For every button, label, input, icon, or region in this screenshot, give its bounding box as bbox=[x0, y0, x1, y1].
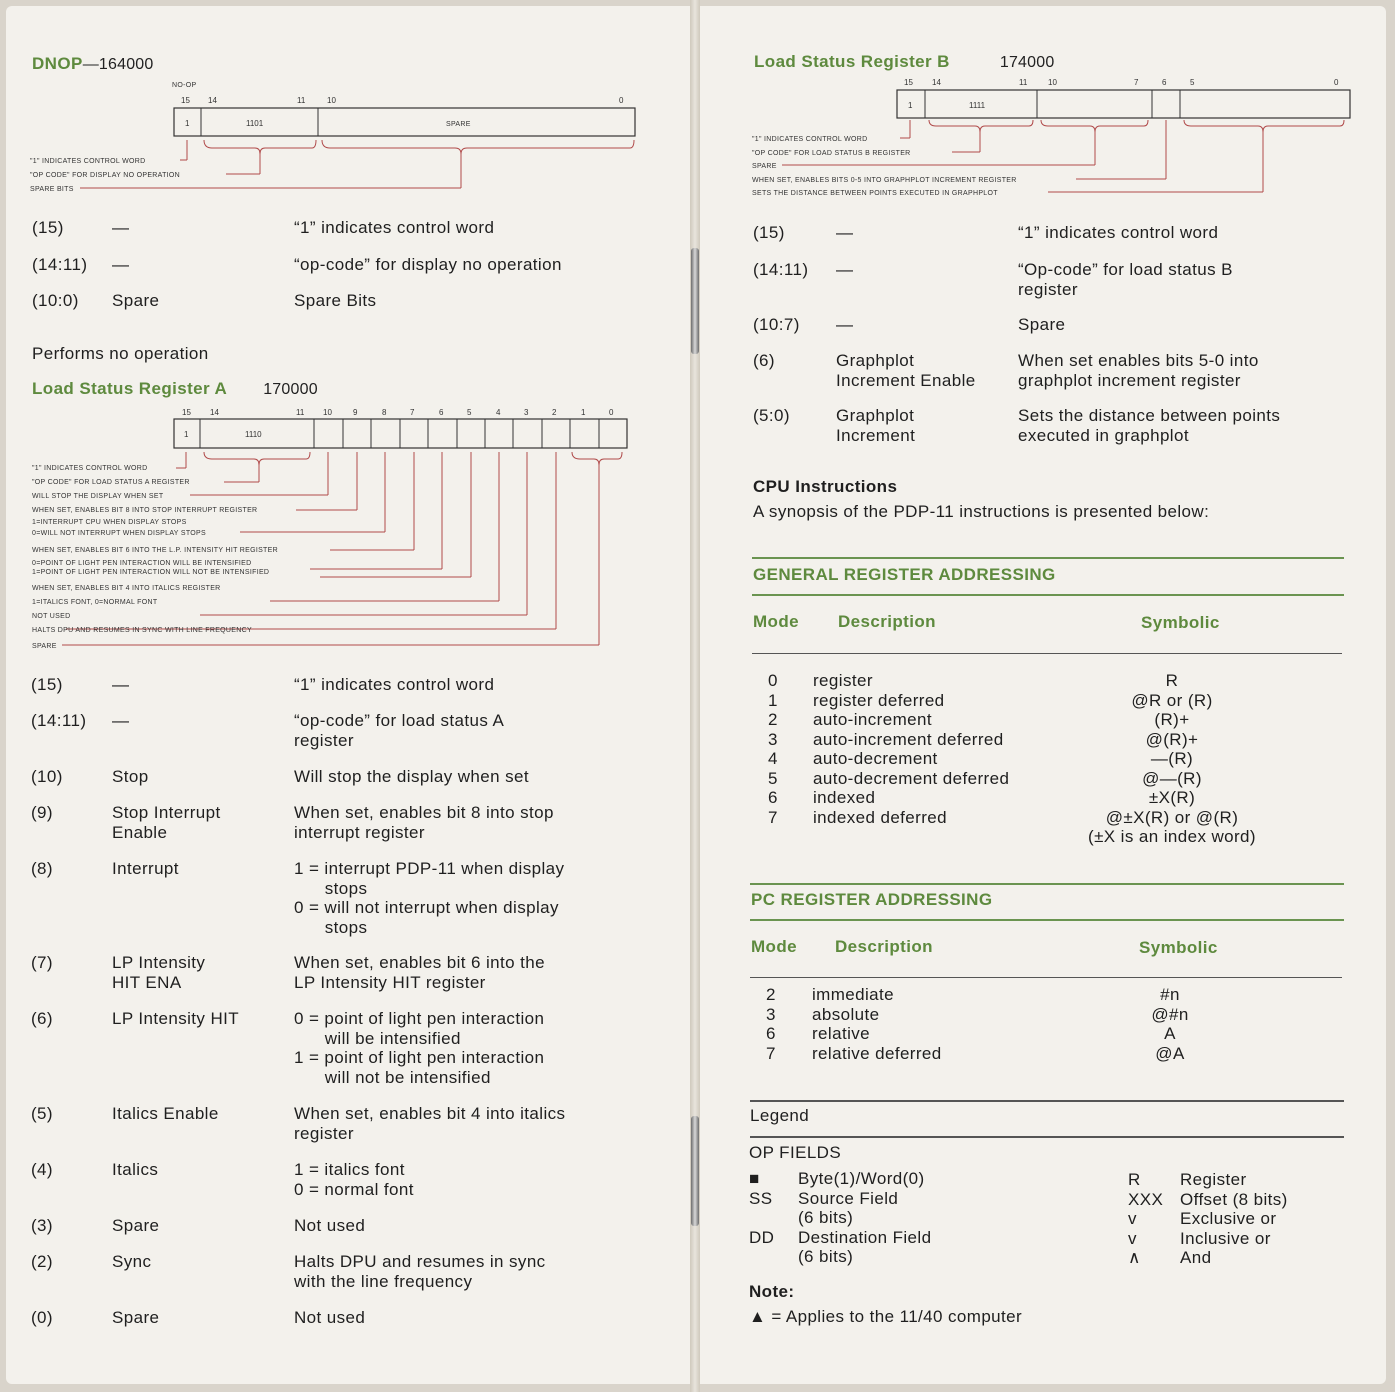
gra-descriptions: register register deferred auto-increment auto-increment deferred auto-decrement auto-decrement deferred indexed indexed deferred bbox=[813, 671, 1010, 827]
gra-mid-rule bbox=[752, 594, 1344, 596]
lsra-row-desc: When set, enables bit 6 into the LP Intensity HIT register bbox=[294, 953, 545, 992]
lsra-note: 1=POINT OF LIGHT PEN INTERACTION WILL NOT BE INTENSIFIED bbox=[32, 569, 270, 576]
lsrb-row-bit: (6) bbox=[753, 351, 775, 370]
lsra-note: SPARE bbox=[32, 643, 57, 650]
lsra-row-name: LP Intensity HIT ENA bbox=[112, 953, 206, 992]
lsra-note: 0=WILL NOT INTERRUPT WHEN DISPLAY STOPS bbox=[32, 530, 206, 537]
legend-left-keys: ■ SS DD bbox=[749, 1169, 775, 1247]
cpu-intro: A synopsis of the PDP-11 instructions is presented below: bbox=[753, 502, 1210, 521]
staple-bottom bbox=[691, 1116, 699, 1226]
lsra-row-bit: (10) bbox=[31, 767, 63, 786]
pca-top-rule bbox=[750, 883, 1344, 885]
lsrb-note-4: WHEN SET, ENABLES BITS 0-5 INTO GRAPHPLOT INCREMENT REGISTER bbox=[752, 177, 1017, 184]
lsra-bit-number: 4 bbox=[496, 408, 501, 417]
dnop-title: DNOP bbox=[32, 54, 83, 73]
lsrb-row-desc: Sets the distance between points executed in graphplot bbox=[1018, 406, 1281, 445]
lsra-row-bit: (6) bbox=[31, 1009, 53, 1028]
pca-modes: 2 3 6 7 bbox=[766, 985, 776, 1063]
dnop-row-bit: (15) bbox=[32, 218, 64, 237]
pca-symbolics: #n @#n A @A bbox=[1151, 985, 1189, 1063]
lsra-note: NOT USED bbox=[32, 613, 71, 620]
legend-right-keys: R XXX v v ∧ bbox=[1128, 1170, 1164, 1267]
lsra-bit-number: 7 bbox=[410, 408, 415, 417]
lsra-row-bit: (0) bbox=[31, 1308, 53, 1327]
lsrb-row-bit: (15) bbox=[753, 223, 785, 242]
lsra-note: WHEN SET, ENABLES BIT 8 INTO STOP INTERRUPT REGISTER bbox=[32, 507, 258, 514]
pca-col-sym: Symbolic bbox=[1139, 938, 1218, 957]
lsra-row-desc: “1” indicates control word bbox=[294, 675, 495, 694]
lsrb-heading bbox=[754, 52, 1054, 73]
lsrb-note-5: SETS THE DISTANCE BETWEEN POINTS EXECUTED IN GRAPHPLOT bbox=[752, 190, 998, 197]
lsra-row-desc: “op-code” for load status A register bbox=[294, 711, 505, 750]
lsra-note: "1" INDICATES CONTROL WORD bbox=[32, 465, 148, 472]
lsra-row-name: — bbox=[112, 675, 130, 694]
dnop-row-desc: “1” indicates control word bbox=[294, 218, 495, 237]
lsra-row-name: Sync bbox=[112, 1252, 152, 1271]
lsrb-row-desc: “Op-code” for load status B register bbox=[1018, 260, 1233, 299]
lsra-row-desc: Will stop the display when set bbox=[294, 767, 529, 786]
lsra-row-name: LP Intensity HIT bbox=[112, 1009, 240, 1028]
dnop-note-3: SPARE BITS bbox=[30, 186, 74, 193]
gra-symbolics: R @R or (R) (R)+ @(R)+ —(R) @—(R) ±X(R) @±X(R) or @(R) (±X is an index word) bbox=[1088, 671, 1256, 846]
dnop-row-bit: (10:0) bbox=[32, 291, 79, 310]
gra-col-mode: Mode bbox=[753, 612, 799, 631]
lsrb-diagram bbox=[740, 74, 1360, 202]
legend-op-fields: OP FIELDS bbox=[749, 1143, 842, 1162]
lsrb-bit-5: 5 bbox=[1190, 78, 1195, 87]
lsra-row-name: Spare bbox=[112, 1308, 160, 1327]
lsra-note: HALTS DPU AND RESUMES IN SYNC WITH LINE FREQUENCY bbox=[32, 627, 252, 634]
lsra-bit-number: 2 bbox=[552, 408, 557, 417]
pca-descriptions: immediate absolute relative relative deferred bbox=[812, 985, 942, 1063]
lsrb-bit-11: 11 bbox=[1019, 78, 1028, 87]
dnop-bit-11: 11 bbox=[297, 96, 306, 105]
gra-heading: GENERAL REGISTER ADDRESSING bbox=[753, 565, 1056, 584]
gra-header-rule bbox=[752, 653, 1342, 654]
lsra-row-name: Stop Interrupt Enable bbox=[112, 803, 221, 842]
lsra-bit-number: 6 bbox=[439, 408, 444, 417]
dnop-heading bbox=[32, 54, 154, 75]
lsra-bit-number: 14 bbox=[210, 408, 219, 417]
lsra-row-bit: (9) bbox=[31, 803, 53, 822]
lsra-field-opcode: 1110 bbox=[245, 430, 262, 439]
lsra-row-name: — bbox=[112, 711, 130, 730]
gra-top-rule bbox=[752, 557, 1344, 559]
lsra-row-desc: 1 = italics font 0 = normal font bbox=[294, 1160, 414, 1199]
lsra-bit-number: 10 bbox=[323, 408, 332, 417]
lsra-row-name: Spare bbox=[112, 1216, 160, 1235]
lsra-field-1: 1 bbox=[184, 430, 189, 439]
lsrb-bit-10: 10 bbox=[1048, 78, 1057, 87]
lsrb-row-name: Graphplot Increment bbox=[836, 406, 916, 445]
gra-col-desc: Description bbox=[838, 612, 936, 631]
dnop-row-name: Spare bbox=[112, 291, 160, 310]
lsrb-note-2: "OP CODE" FOR LOAD STATUS B REGISTER bbox=[752, 150, 911, 157]
lsrb-row-name: — bbox=[836, 260, 854, 279]
lsrb-row-bit: (10:7) bbox=[753, 315, 800, 334]
dnop-top-label: NO-OP bbox=[172, 82, 197, 89]
lsra-row-desc: Not used bbox=[294, 1216, 366, 1235]
lsra-row-bit: (8) bbox=[31, 859, 53, 878]
cpu-heading: CPU Instructions bbox=[753, 477, 898, 496]
legend-heading: Legend bbox=[750, 1106, 810, 1125]
lsra-row-name: Italics Enable bbox=[112, 1104, 219, 1123]
lsrb-row-bit: (14:11) bbox=[753, 260, 809, 279]
lsra-row-desc: When set, enables bit 8 into stop interrupt register bbox=[294, 803, 554, 842]
lsrb-bit-0: 0 bbox=[1334, 78, 1339, 87]
lsra-row-bit: (4) bbox=[31, 1160, 53, 1179]
lsra-bit-number: 8 bbox=[382, 408, 387, 417]
dnop-diagram bbox=[0, 78, 680, 198]
lsrb-row-bit: (5:0) bbox=[753, 406, 790, 425]
lsra-bit-number: 1 bbox=[581, 408, 586, 417]
lsra-note: WHEN SET, ENABLES BIT 6 INTO THE L.P. INTENSITY HIT REGISTER bbox=[32, 547, 278, 554]
dnop-code: —164000 bbox=[82, 56, 154, 73]
legend-top-rule bbox=[750, 1100, 1344, 1102]
dnop-field-spare: SPARE bbox=[446, 121, 471, 128]
lsra-heading bbox=[32, 379, 318, 400]
legend-note-label: Note: bbox=[749, 1282, 795, 1301]
pca-header-rule bbox=[750, 977, 1342, 978]
lsra-row-name: Italics bbox=[112, 1160, 159, 1179]
dnop-bit-10: 10 bbox=[327, 96, 336, 105]
lsrb-row-name: — bbox=[836, 315, 854, 334]
lsrb-row-name: — bbox=[836, 223, 854, 242]
lsra-bit-number: 11 bbox=[296, 408, 305, 417]
lsrb-row-desc: “1” indicates control word bbox=[1018, 223, 1219, 242]
lsra-row-desc: Halts DPU and resumes in sync with the line frequency bbox=[294, 1252, 546, 1291]
dnop-row-bit: (14:11) bbox=[32, 255, 88, 274]
gra-col-sym: Symbolic bbox=[1141, 613, 1220, 632]
lsra-row-bit: (14:11) bbox=[31, 711, 87, 730]
dnop-row-desc: “op-code” for display no operation bbox=[294, 255, 562, 274]
lsra-bit-number: 5 bbox=[467, 408, 472, 417]
lsrb-bit-15: 15 bbox=[904, 78, 913, 87]
pca-col-mode: Mode bbox=[751, 937, 797, 956]
lsrb-row-desc: Spare bbox=[1018, 315, 1066, 334]
lsra-diagram bbox=[0, 402, 680, 654]
lsra-bit-number: 9 bbox=[353, 408, 358, 417]
lsra-row-bit: (5) bbox=[31, 1104, 53, 1123]
lsra-row-bit: (15) bbox=[31, 675, 63, 694]
lsra-row-bit: (7) bbox=[31, 953, 53, 972]
lsra-note: 0=POINT OF LIGHT PEN INTERACTION WILL BE INTENSIFIED bbox=[32, 560, 252, 567]
dnop-row-name: — bbox=[112, 218, 130, 237]
lsrb-field-1: 1 bbox=[908, 101, 913, 110]
lsrb-bit-14: 14 bbox=[932, 78, 941, 87]
pca-heading: PC REGISTER ADDRESSING bbox=[751, 890, 993, 909]
lsra-row-desc: When set, enables bit 4 into italics register bbox=[294, 1104, 566, 1143]
lsra-row-desc: 0 = point of light pen interaction will be intensified 1 = point of light pen interaction will not be intensified bbox=[294, 1009, 545, 1087]
dnop-row-name: — bbox=[112, 255, 130, 274]
lsrb-bit-6: 6 bbox=[1162, 78, 1167, 87]
staple-top bbox=[691, 248, 699, 354]
dnop-field-1: 1 bbox=[185, 119, 190, 128]
dnop-bit-0: 0 bbox=[619, 96, 624, 105]
lsrb-note-1: "1" INDICATES CONTROL WORD bbox=[752, 136, 868, 143]
lsrb-row-desc: When set enables bits 5-0 into graphplot increment register bbox=[1018, 351, 1259, 390]
lsra-bit-number: 0 bbox=[609, 408, 614, 417]
lsra-note: 1=ITALICS FONT, 0=NORMAL FONT bbox=[32, 599, 158, 606]
lsra-note: "OP CODE" FOR LOAD STATUS A REGISTER bbox=[32, 479, 190, 486]
dnop-field-opcode: 1101 bbox=[246, 119, 264, 128]
lsra-row-desc: Not used bbox=[294, 1308, 366, 1327]
lsrb-title: Load Status Register B bbox=[754, 52, 950, 71]
lsra-note: WILL STOP THE DISPLAY WHEN SET bbox=[32, 493, 164, 500]
lsrb-note-3: SPARE bbox=[752, 163, 777, 170]
lsra-row-desc: 1 = interrupt PDP-11 when display stops 0 = will not interrupt when display stops bbox=[294, 859, 565, 937]
lsra-row-name: Interrupt bbox=[112, 859, 179, 878]
lsrb-field-opcode: 1111 bbox=[969, 101, 986, 110]
dnop-summary: Performs no operation bbox=[32, 344, 209, 363]
legend-mid-rule bbox=[750, 1136, 1344, 1138]
dnop-bit-15: 15 bbox=[181, 96, 190, 105]
lsrb-code: 174000 bbox=[999, 54, 1055, 71]
legend-right-values: Register Offset (8 bits) Exclusive or Inclusive or And bbox=[1180, 1170, 1288, 1267]
dnop-note-1: "1" INDICATES CONTROL WORD bbox=[30, 158, 146, 165]
lsra-note: 1=INTERRUPT CPU WHEN DISPLAY STOPS bbox=[32, 519, 187, 526]
lsra-note: WHEN SET, ENABLES BIT 4 INTO ITALICS REGISTER bbox=[32, 585, 221, 592]
dnop-note-2: "OP CODE" FOR DISPLAY NO OPERATION bbox=[30, 172, 181, 179]
dnop-bit-14: 14 bbox=[208, 96, 217, 105]
lsra-code: 170000 bbox=[263, 381, 318, 398]
lsra-row-bit: (2) bbox=[31, 1252, 53, 1271]
legend-left-values: Byte(1)/Word(0) Source Field (6 bits) Destination Field (6 bits) bbox=[798, 1169, 932, 1266]
pca-mid-rule bbox=[750, 919, 1344, 921]
lsrb-row-name: Graphplot Increment Enable bbox=[836, 351, 976, 390]
lsrb-bit-7: 7 bbox=[1134, 78, 1139, 87]
lsra-row-name: Stop bbox=[112, 767, 149, 786]
lsra-bit-number: 3 bbox=[524, 408, 529, 417]
legend-note-text: ▲ = Applies to the 11/40 computer bbox=[749, 1307, 1023, 1326]
lsra-row-bit: (3) bbox=[31, 1216, 53, 1235]
lsra-bit-number: 15 bbox=[182, 408, 191, 417]
gra-modes: 0 1 2 3 4 5 6 7 bbox=[768, 671, 778, 827]
dnop-row-desc: Spare Bits bbox=[294, 291, 377, 310]
pca-col-desc: Description bbox=[835, 937, 933, 956]
lsra-title: Load Status Register A bbox=[32, 379, 228, 398]
